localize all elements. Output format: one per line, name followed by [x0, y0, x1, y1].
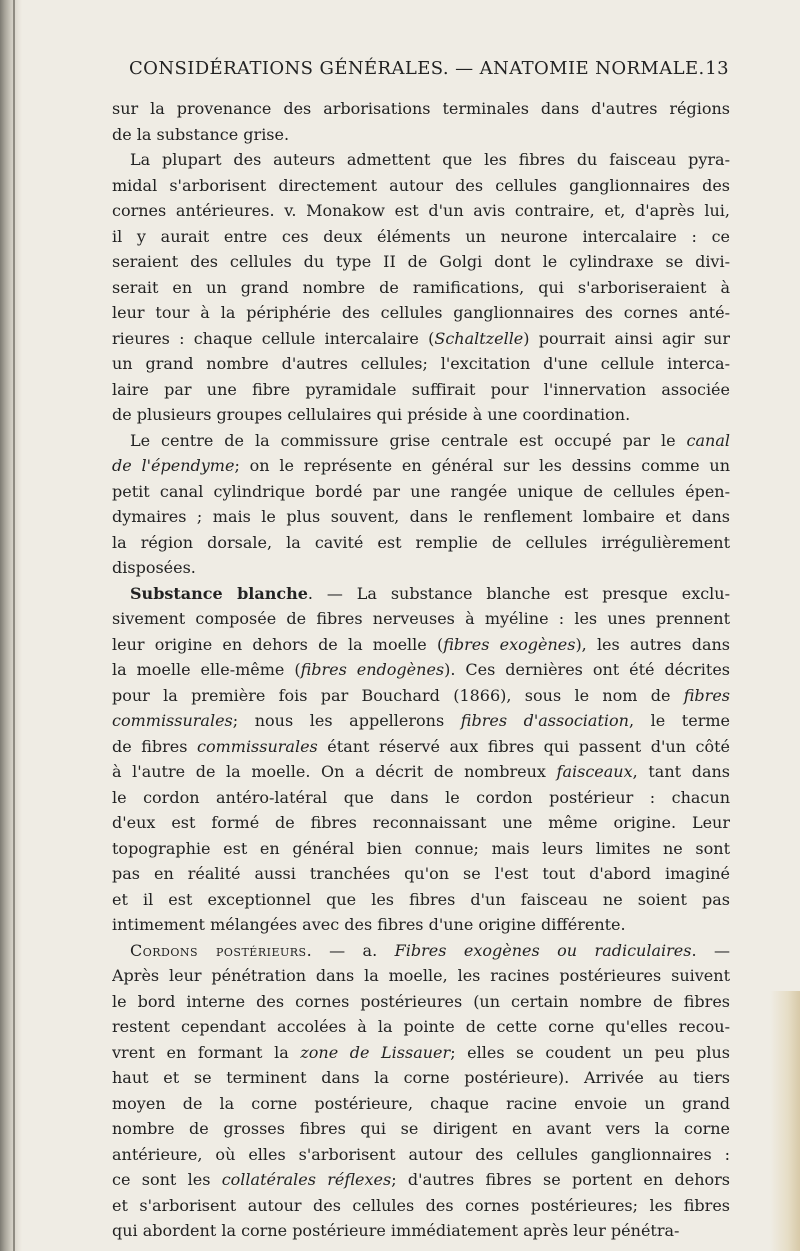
text-line — [112, 96, 730, 122]
header-title: CONSIDÉRATIONS GÉNÉRALES. — ANATOMIE NORMALE. — [129, 58, 705, 79]
text-line — [112, 836, 730, 862]
text-segment: intimement mélangées avec des fibres d'une origine différente. — [112, 915, 626, 934]
text-segment: La plupart des auteurs admettent que les fibres du faisceau pyra- — [130, 150, 730, 169]
text-line — [112, 1218, 730, 1244]
text-line — [112, 912, 730, 938]
page-number: 13 — [705, 58, 729, 79]
text-segment: Cordons postérieurs — [130, 940, 307, 960]
text-segment: leur origine en dehors de la moelle ( — [112, 634, 444, 654]
text-segment: commissurales — [112, 711, 233, 730]
text-segment: la région dorsale, la cavité est remplie de cellules irrégulièrement — [112, 532, 730, 552]
text-segment: de fibres — [112, 736, 197, 756]
text-segment: fibres — [683, 685, 730, 705]
text-segment: ce sont les — [112, 1170, 222, 1189]
text-segment: le cordon antéro-latéral que dans le cordon postérieur : chacun — [112, 787, 730, 807]
page-corner-stain — [770, 991, 800, 1251]
text-segment: cornes antérieures. v. Monakow est d'un avis contraire, et, d'après lui, — [112, 201, 730, 220]
text-line — [112, 887, 730, 913]
text-line — [112, 555, 730, 581]
text-segment: sur la provenance des arborisations terminales dans d'autres régions — [112, 99, 730, 118]
text-line — [112, 249, 730, 275]
text-segment: Substance blanche — [130, 583, 308, 603]
text-segment: collatérales réflexes — [221, 1170, 392, 1189]
text-line — [112, 1014, 730, 1040]
body-text — [112, 96, 730, 1244]
text-line — [112, 1142, 730, 1168]
text-segment: et il est exceptionnel que les fibres d'un faisceau ne soient pas — [112, 889, 730, 909]
text-segment: faisceaux — [556, 762, 633, 781]
text-line — [112, 1116, 730, 1142]
text-segment: antérieure, où elles s'arborisent autour des cellules ganglionnaires : — [112, 1144, 730, 1164]
text-line — [112, 198, 730, 224]
text-segment: ; on le représente en général sur les dessins comme un — [234, 456, 730, 475]
text-segment: nombre de grosses fibres qui se dirigent en avant vers la corne — [112, 1119, 730, 1138]
text-segment: . — La substance blanche est presque exclu- — [307, 583, 730, 603]
text-line — [112, 683, 730, 709]
text-segment: ). Ces dernières ont été décrites — [444, 660, 730, 679]
text-line — [112, 963, 730, 989]
text-segment: un grand nombre d'autres cellules; l'excitation d'une cellule interca- — [112, 354, 730, 373]
running-header — [129, 58, 729, 84]
text-line — [112, 326, 730, 352]
binding-gutter — [0, 0, 22, 1251]
text-line — [112, 581, 730, 607]
text-segment: Le centre de la commissure grise centrale est occupé par le — [130, 430, 687, 450]
text-segment: ) pourrait ainsi agir sur — [523, 328, 730, 348]
text-segment: haut et se terminent dans la corne postérieure). Arrivée au tiers — [112, 1068, 730, 1087]
text-line — [112, 300, 730, 326]
text-line — [112, 759, 730, 785]
text-segment: restent cependant accolées à la pointe de cette corne qu'elles recou- — [112, 1017, 730, 1036]
text-segment: laire par une fibre pyramidale suffirait pour l'innervation associée — [112, 379, 730, 399]
text-segment: Après leur pénétration dans la moelle, les racines postérieures suivent — [112, 966, 730, 985]
text-segment: fibres exogènes — [443, 634, 576, 654]
text-line — [112, 173, 730, 199]
text-segment: et s'arborisent autour des cellules des cornes postérieures; les fibres — [112, 1195, 730, 1215]
text-line — [112, 428, 730, 454]
text-line — [112, 377, 730, 403]
text-line — [112, 1091, 730, 1117]
text-segment: qui abordent la corne postérieure immédiatement après leur pénétra- — [112, 1221, 680, 1240]
text-line — [112, 632, 730, 658]
text-segment: ), les autres dans — [575, 634, 730, 654]
text-segment: commissurales — [197, 736, 318, 756]
text-segment: . — a. — [306, 940, 395, 960]
text-segment: la moelle elle-même ( — [112, 660, 301, 679]
text-segment: topographie est en général bien connue; mais leurs limites ne sont — [112, 838, 730, 858]
text-line — [112, 1167, 730, 1193]
text-segment: de plusieurs groupes cellulaires qui préside à une coordination. — [112, 405, 631, 424]
text-segment: le bord interne des cornes postérieures (un certain nombre de fibres — [112, 991, 730, 1011]
text-line — [112, 224, 730, 250]
text-segment: Fibres exogènes ou radiculaires — [394, 940, 692, 960]
text-line — [112, 275, 730, 301]
text-segment: , le terme — [628, 711, 730, 730]
text-segment: étant réservé aux fibres qui passent d'un côté — [317, 736, 730, 756]
text-line — [112, 989, 730, 1015]
text-line — [112, 479, 730, 505]
text-segment: pour la première fois par Bouchard (1866), sous le nom de — [112, 685, 684, 705]
text-line — [112, 734, 730, 760]
text-segment: , tant dans — [632, 762, 730, 781]
text-segment: canal — [686, 430, 730, 450]
text-line — [112, 402, 730, 428]
text-line — [112, 810, 730, 836]
text-segment: fibres endogènes — [300, 660, 445, 679]
text-line — [112, 147, 730, 173]
text-segment: sivement composée de fibres nerveuses à myéline : les unes prennent — [112, 609, 730, 628]
text-segment: de l'épendyme — [112, 456, 235, 475]
text-segment: d'eux est formé de fibres reconnaissant une même origine. Leur — [112, 813, 730, 832]
text-segment: ; elles se coudent un peu plus — [450, 1042, 730, 1062]
text-line — [112, 606, 730, 632]
text-segment: fibres d'association — [460, 711, 629, 730]
text-segment: rieures : chaque cellule intercalaire ( — [112, 328, 435, 348]
text-segment: à l'autre de la moelle. On a décrit de nombreux — [112, 762, 557, 781]
text-segment: seraient des cellules du type II de Golgi dont le cylindraxe se divi- — [112, 252, 730, 271]
text-line — [112, 504, 730, 530]
text-segment: . — — [691, 940, 730, 960]
text-line — [112, 453, 730, 479]
text-line — [112, 708, 730, 734]
text-segment: zone de Lissauer — [300, 1042, 451, 1062]
text-line — [112, 530, 730, 556]
text-segment: Schaltzelle — [434, 328, 524, 348]
text-line — [112, 861, 730, 887]
text-segment: dymaires ; mais le plus souvent, dans le renflement lombaire et dans — [112, 507, 730, 526]
text-line — [112, 351, 730, 377]
text-segment: ; nous les appellerons — [232, 711, 461, 730]
binding-edge-line — [13, 0, 15, 1251]
text-line — [112, 657, 730, 683]
text-segment: midal s'arborisent directement autour des cellules ganglionnaires des — [112, 175, 730, 195]
text-segment: vrent en formant la — [112, 1042, 301, 1062]
text-line — [112, 122, 730, 148]
text-segment: ; d'autres fibres se portent en dehors — [391, 1170, 730, 1189]
text-segment: il y aurait entre ces deux éléments un neurone intercalaire : ce — [112, 226, 730, 246]
text-segment: moyen de la corne postérieure, chaque racine envoie un grand — [112, 1093, 730, 1113]
text-line — [112, 1065, 730, 1091]
text-segment: serait en un grand nombre de ramifications, qui s'arboriseraient à — [112, 277, 730, 297]
text-segment: petit canal cylindrique bordé par une rangée unique de cellules épen- — [112, 481, 730, 501]
text-line — [112, 1040, 730, 1066]
text-segment: pas en réalité aussi tranchées qu'on se l'est tout d'abord imaginé — [112, 864, 730, 883]
text-segment: leur tour à la périphérie des cellules ganglionnaires des cornes anté- — [112, 303, 730, 322]
text-segment: disposées. — [112, 558, 196, 577]
text-line — [112, 785, 730, 811]
text-line — [112, 938, 730, 964]
text-line — [112, 1193, 730, 1219]
text-segment: de la substance grise. — [112, 124, 290, 144]
